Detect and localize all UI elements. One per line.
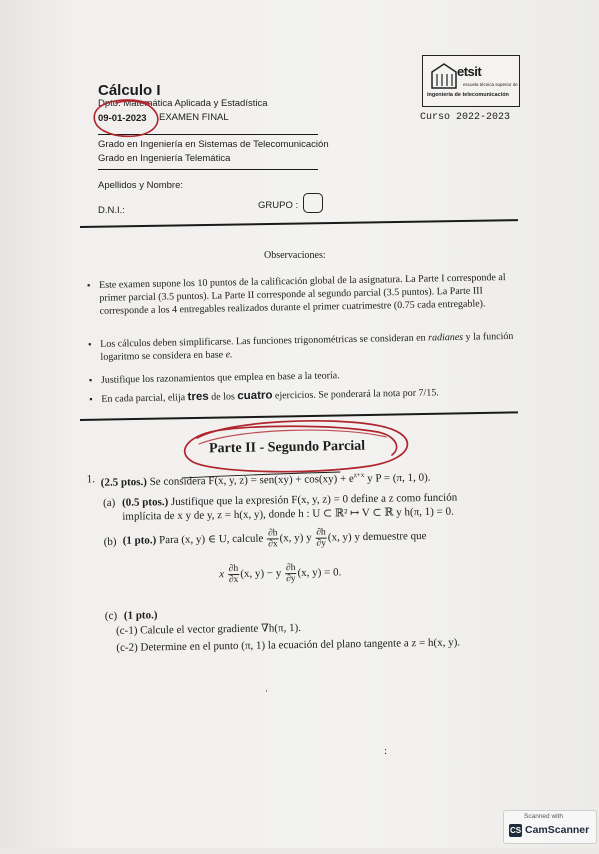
course-title: Cálculo I — [98, 82, 161, 99]
question-intro: (2.5 ptos.) Se considera F(x, y, $z) = sen(xy) + \cos(xy) + e^{z+x}$ y P = (π, 1, 0). — [100, 470, 431, 489]
observation-item: ▪ Los cálculos deben simplificarse. Las funciones trigonométricas se consideran en radianes y la función logaritmo se considera en base e. — [100, 330, 530, 365]
question-number: 1. — [86, 473, 96, 486]
logo-line2: ingeniería de telecomunicación — [427, 92, 509, 98]
observations-title: Observaciones: — [264, 250, 326, 261]
degree-2: Grado en Ingeniería Telemática — [98, 153, 231, 164]
name-label: Apellidos y Nombre: — [98, 180, 184, 191]
group-label: GRUPO : — [258, 200, 299, 211]
part-c-label: (c) — [104, 609, 118, 623]
part-b-label: (b) — [103, 535, 117, 549]
stray-mark: : — [384, 745, 388, 757]
part-title: Parte II - Segundo Parcial — [208, 438, 366, 457]
camscanner-icon: CS — [509, 826, 522, 835]
department: Dpto. Matemática Aplicada y Estadística — [98, 98, 268, 109]
part-c2: (c-2) Determine en el punto (π, 1) la ecuación del plano tangente a z = h(x, y). — [116, 636, 461, 654]
observation-item: ▪ En cada parcial, elija tres de los cuatro ejercicios. Se ponderará la nota por 7/15. — [101, 385, 531, 406]
scanner-brand: CamScanner — [525, 824, 590, 836]
part-a-label: (a) — [102, 496, 116, 510]
part-c-points: (1 pto.) — [123, 609, 158, 622]
part-b-text: (1 pto.) Para (x, y) ∈ U, calcule $\frac{\partial h}{\partial x}$ (x, y) y $\frac{\partial h}{\partial y}$ (x, y) y demuestre que — [122, 527, 427, 550]
part-b-equation: x $\frac{\partial h}{\partial x}$ (x, y) − y $\frac{\partial h}{\partial y}$ (x, y) = 0. — [219, 563, 342, 586]
camscanner-watermark — [503, 810, 597, 844]
part-a-text: (0.5 ptos.) Justifique que la expresión F(x, y, z) = 0 define a z como función — [121, 491, 458, 509]
scanner-caption: Scanned with — [524, 813, 564, 820]
observation-item: ▪ Justifique los razonamientos que emplea en base a la teoría. — [101, 366, 531, 387]
logo-brand: etsit — [457, 64, 482, 79]
dni-label: D.N.I.: — [98, 205, 125, 216]
exam-type: EXAMEN FINAL — [159, 112, 229, 123]
degree-1: Grado en Ingeniería en Sistemas de Telecomunicación — [98, 139, 329, 150]
exam-date: 09-01-2023 — [98, 113, 147, 124]
course-year: Curso 2022-2023 — [420, 112, 511, 123]
logo-line1: escuela técnica superior de — [463, 82, 518, 87]
observation-item: ▪ Este examen supone los 10 puntos de la calificación global de la asignatura. La Parte I corresponde al primer parcial (3.5 puntos). La Parte II corresponde al segundo parcial (3.5 puntos). La Parte III corresponde a los 4 entregables realizados durante el primer cuatrimestre (0.75 cada entregable). — [99, 271, 530, 319]
stray-mark: · — [265, 686, 268, 696]
part-a-text-2: implícita de x y de y, z = h(x, y), donde h : U ⊂ ℝ² ↦ V ⊂ ℝ y h(π, 1) = 0. — [122, 505, 454, 523]
part-c1: (c-1) Calcule el vector gradiente ∇h(π, 1). — [115, 621, 302, 637]
